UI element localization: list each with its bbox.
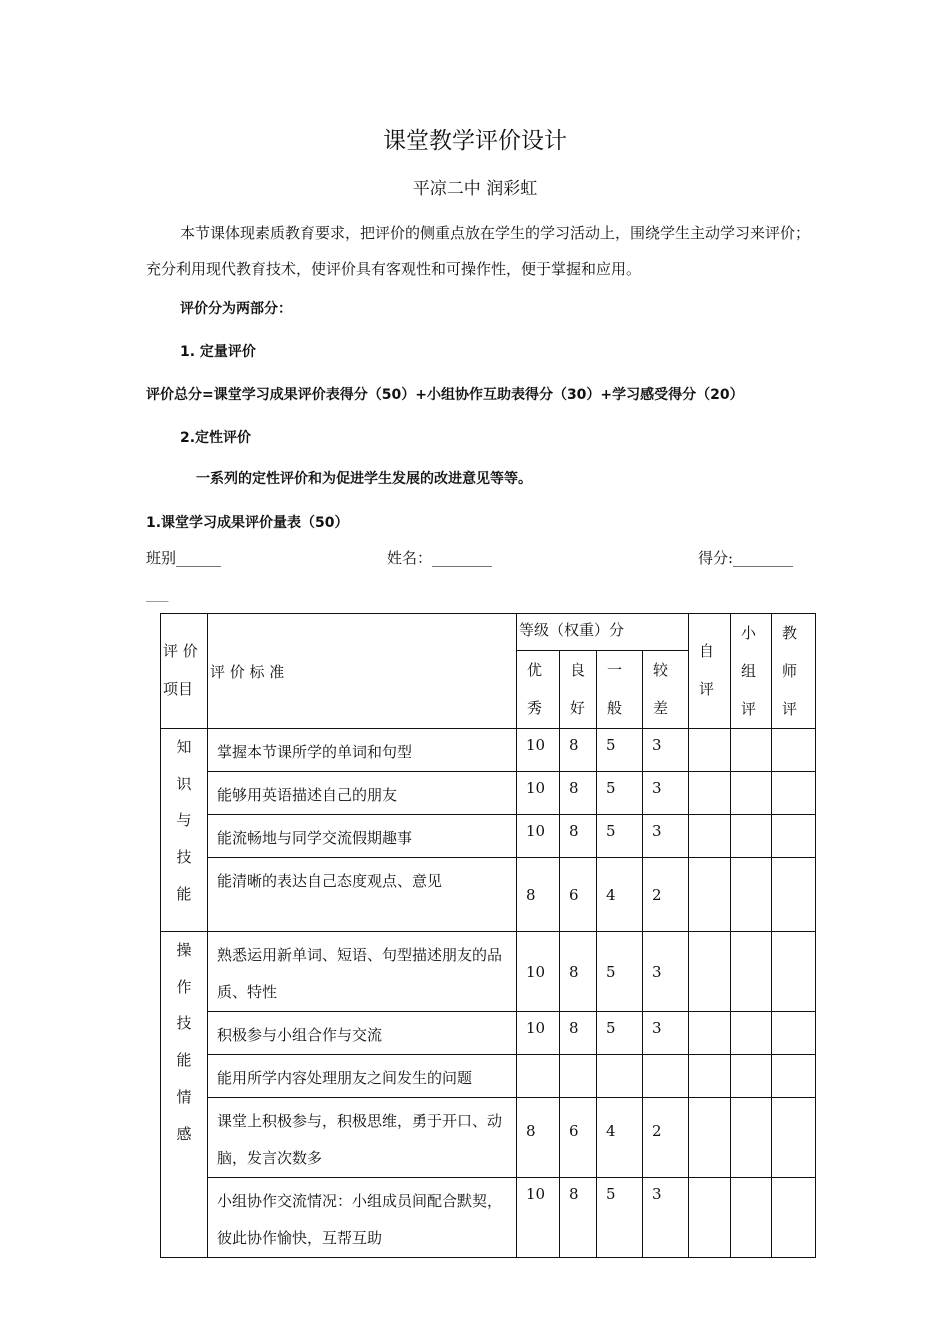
form-overflow-underline: ___ (146, 584, 169, 602)
score-poor (643, 1055, 689, 1098)
table-row (161, 858, 816, 932)
table-row (161, 932, 816, 1012)
self-eval-cell[interactable] (689, 932, 731, 1012)
score-excellent: 10 (517, 729, 560, 772)
self-eval-cell[interactable] (689, 1055, 731, 1098)
score-poor: 3 (643, 772, 689, 815)
score-field-label: 得分:________ (698, 549, 794, 567)
score-good: 8 (560, 815, 597, 858)
table-title: 1.课堂学习成果评价量表（50） (146, 515, 349, 531)
score-good: 8 (560, 1178, 597, 1258)
page-title: 课堂教学评价设计 (383, 128, 567, 154)
score-excellent: 10 (517, 772, 560, 815)
teacher-eval-cell[interactable] (772, 729, 816, 772)
score-excellent: 8 (517, 858, 560, 932)
teacher-eval-cell[interactable] (772, 932, 816, 1012)
group-eval-cell[interactable] (731, 1098, 772, 1178)
table-row (161, 1098, 816, 1178)
group-eval-cell[interactable] (731, 932, 772, 1012)
score-average: 5 (597, 1012, 643, 1055)
group-eval-cell[interactable] (731, 1012, 772, 1055)
teacher-eval-cell[interactable] (772, 1055, 816, 1098)
header-self: 自 评 (689, 614, 731, 729)
score-good: 8 (560, 932, 597, 1012)
criterion: 能够用英语描述自己的朋友 (208, 772, 517, 815)
score-excellent: 10 (517, 1178, 560, 1258)
self-eval-cell[interactable] (689, 1178, 731, 1258)
parts-heading: 评价分为两部分： (180, 301, 292, 317)
score-good: 8 (560, 1012, 597, 1055)
table-row (161, 729, 816, 772)
self-eval-cell[interactable] (689, 772, 731, 815)
score-poor: 2 (643, 858, 689, 932)
criterion: 积极参与小组合作与交流 (208, 1012, 517, 1055)
class-field-label: 班别______ (146, 549, 222, 567)
criterion: 掌握本节课所学的单词和句型 (208, 729, 517, 772)
category-operation-emotion: 操 作 技 能 情 感 (161, 932, 208, 1258)
self-eval-cell[interactable] (689, 729, 731, 772)
intro-paragraph: 本节课体现素质教育要求，把评价的侧重点放在学生的学习活动上，围绕学生主动学习来评价；充分利用现代教育技术，使评价具有客观性和可操作性，便于掌握和应用。 (146, 224, 811, 278)
criterion: 能用所学内容处理朋友之间发生的问题 (208, 1055, 517, 1098)
part2-text: 一系列的定性评价和为促进学生发展的改进意见等等。 (196, 471, 532, 487)
score-poor: 2 (643, 1098, 689, 1178)
score-poor: 3 (643, 1178, 689, 1258)
header-group: 小 组 评 (731, 614, 772, 729)
score-good: 6 (560, 858, 597, 932)
self-eval-cell[interactable] (689, 1012, 731, 1055)
teacher-eval-cell[interactable] (772, 772, 816, 815)
score-poor: 3 (643, 815, 689, 858)
score-average: 5 (597, 815, 643, 858)
score-average: 4 (597, 858, 643, 932)
category-knowledge-skills: 知 识 与 技 能 (161, 729, 208, 932)
header-criteria: 评 价 标 准 (208, 614, 517, 729)
criterion: 能清晰的表达自己态度观点、意见 (208, 858, 517, 932)
group-eval-cell[interactable] (731, 1178, 772, 1258)
score-poor: 3 (643, 932, 689, 1012)
table-row (161, 1055, 816, 1098)
score-average: 5 (597, 1178, 643, 1258)
self-eval-cell[interactable] (689, 858, 731, 932)
score-poor: 3 (643, 1012, 689, 1055)
criterion: 课堂上积极参与，积极思维，勇于开口、动脑，发言次数多 (208, 1098, 517, 1178)
header-average: 一 般 (597, 651, 643, 729)
evaluation-table (160, 613, 816, 1258)
group-eval-cell[interactable] (731, 1055, 772, 1098)
part1-label: 1. 定量评价 (180, 344, 256, 360)
score-average: 5 (597, 932, 643, 1012)
group-eval-cell[interactable] (731, 815, 772, 858)
header-item: 评 价 项目 (161, 614, 208, 729)
criterion: 熟悉运用新单词、短语、句型描述朋友的品质、特性 (208, 932, 517, 1012)
teacher-eval-cell[interactable] (772, 1098, 816, 1178)
table-row (161, 1012, 816, 1055)
score-excellent: 10 (517, 1012, 560, 1055)
criterion: 小组协作交流情况：小组成员间配合默契，彼此协作愉快，互帮互助 (208, 1178, 517, 1258)
score-average: 5 (597, 729, 643, 772)
score-formula: 评价总分=课堂学习成果评价表得分（50）+小组协作互助表得分（30）+学习感受得分（20） (146, 387, 744, 403)
criterion: 能流畅地与同学交流假期趣事 (208, 815, 517, 858)
score-excellent: 10 (517, 815, 560, 858)
table-row (161, 1178, 816, 1258)
name-field-label: 姓名：________ (387, 549, 493, 567)
score-average: 4 (597, 1098, 643, 1178)
group-eval-cell[interactable] (731, 772, 772, 815)
teacher-eval-cell[interactable] (772, 1178, 816, 1258)
score-excellent: 8 (517, 1098, 560, 1178)
score-good (560, 1055, 597, 1098)
score-good: 8 (560, 772, 597, 815)
group-eval-cell[interactable] (731, 729, 772, 772)
table-row (161, 815, 816, 858)
teacher-eval-cell[interactable] (772, 858, 816, 932)
header-good: 良 好 (560, 651, 597, 729)
teacher-eval-cell[interactable] (772, 1012, 816, 1055)
score-excellent (517, 1055, 560, 1098)
self-eval-cell[interactable] (689, 815, 731, 858)
score-poor: 3 (643, 729, 689, 772)
header-grade: 等级（权重）分 (517, 614, 689, 651)
score-good: 8 (560, 729, 597, 772)
score-excellent: 10 (517, 932, 560, 1012)
group-eval-cell[interactable] (731, 858, 772, 932)
part2-label: 2.定性评价 (180, 430, 252, 446)
score-average: 5 (597, 772, 643, 815)
header-teacher: 教 师 评 (772, 614, 816, 729)
score-average (597, 1055, 643, 1098)
teacher-eval-cell[interactable] (772, 815, 816, 858)
table-row (161, 772, 816, 815)
header-excellent: 优 秀 (517, 651, 560, 729)
score-good: 6 (560, 1098, 597, 1178)
author-line: 平凉二中 润彩虹 (412, 179, 538, 199)
header-poor: 较 差 (643, 651, 689, 729)
self-eval-cell[interactable] (689, 1098, 731, 1178)
